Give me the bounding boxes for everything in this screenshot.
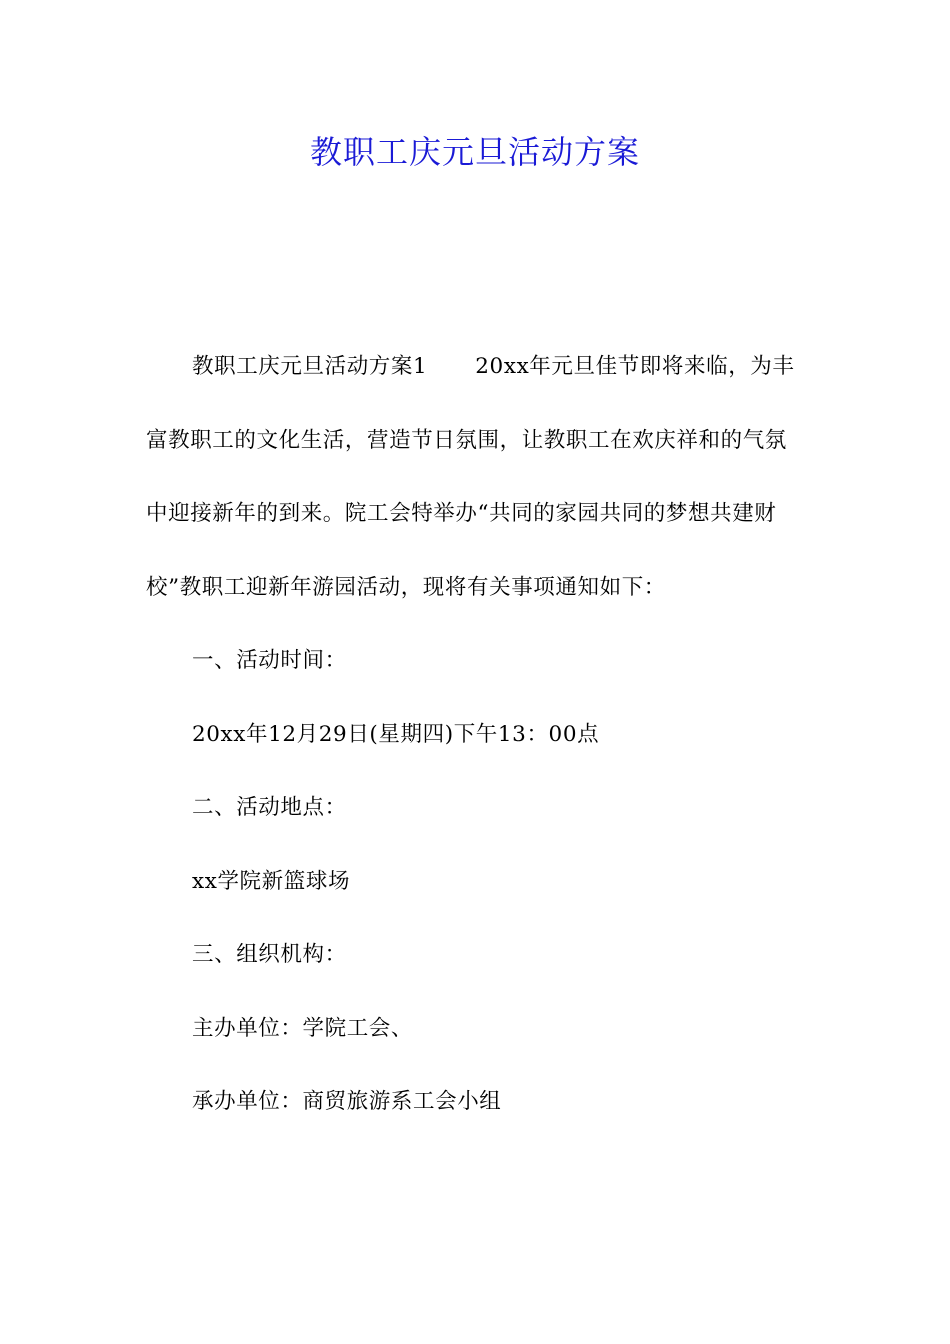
- organizer-undertaker: 承办单位：商贸旅游系工会小组: [192, 1089, 502, 1114]
- document-body: [146, 330, 806, 1139]
- document-title: 教职工庆元旦活动方案: [309, 133, 640, 171]
- intro-heading: 教职工庆元旦活动方案1: [192, 354, 428, 379]
- activity-time: 20xx年12月29日(星期四)下午13：00点: [192, 721, 600, 747]
- organizer-host: 主办单位：学院工会、: [192, 1015, 414, 1041]
- section-heading-organization: 三、组织机构：: [192, 942, 347, 967]
- intro-text: 20xx年元旦佳节即将来临，为丰富教职工的文化生活，营造节日氛围，让教职工在欢庆祥和的气氛中迎接新年的到来。院工会特举办“共同的家园共同的梦想共建财校”教职工迎新年游园活动，现将有关事项通知如下：: [146, 354, 795, 600]
- section-heading-time: 一、活动时间：: [192, 648, 347, 673]
- intro-paragraph: [146, 330, 806, 624]
- section-heading-location: 二、活动地点：: [192, 795, 347, 820]
- activity-location: xx学院新篮球场: [192, 868, 351, 894]
